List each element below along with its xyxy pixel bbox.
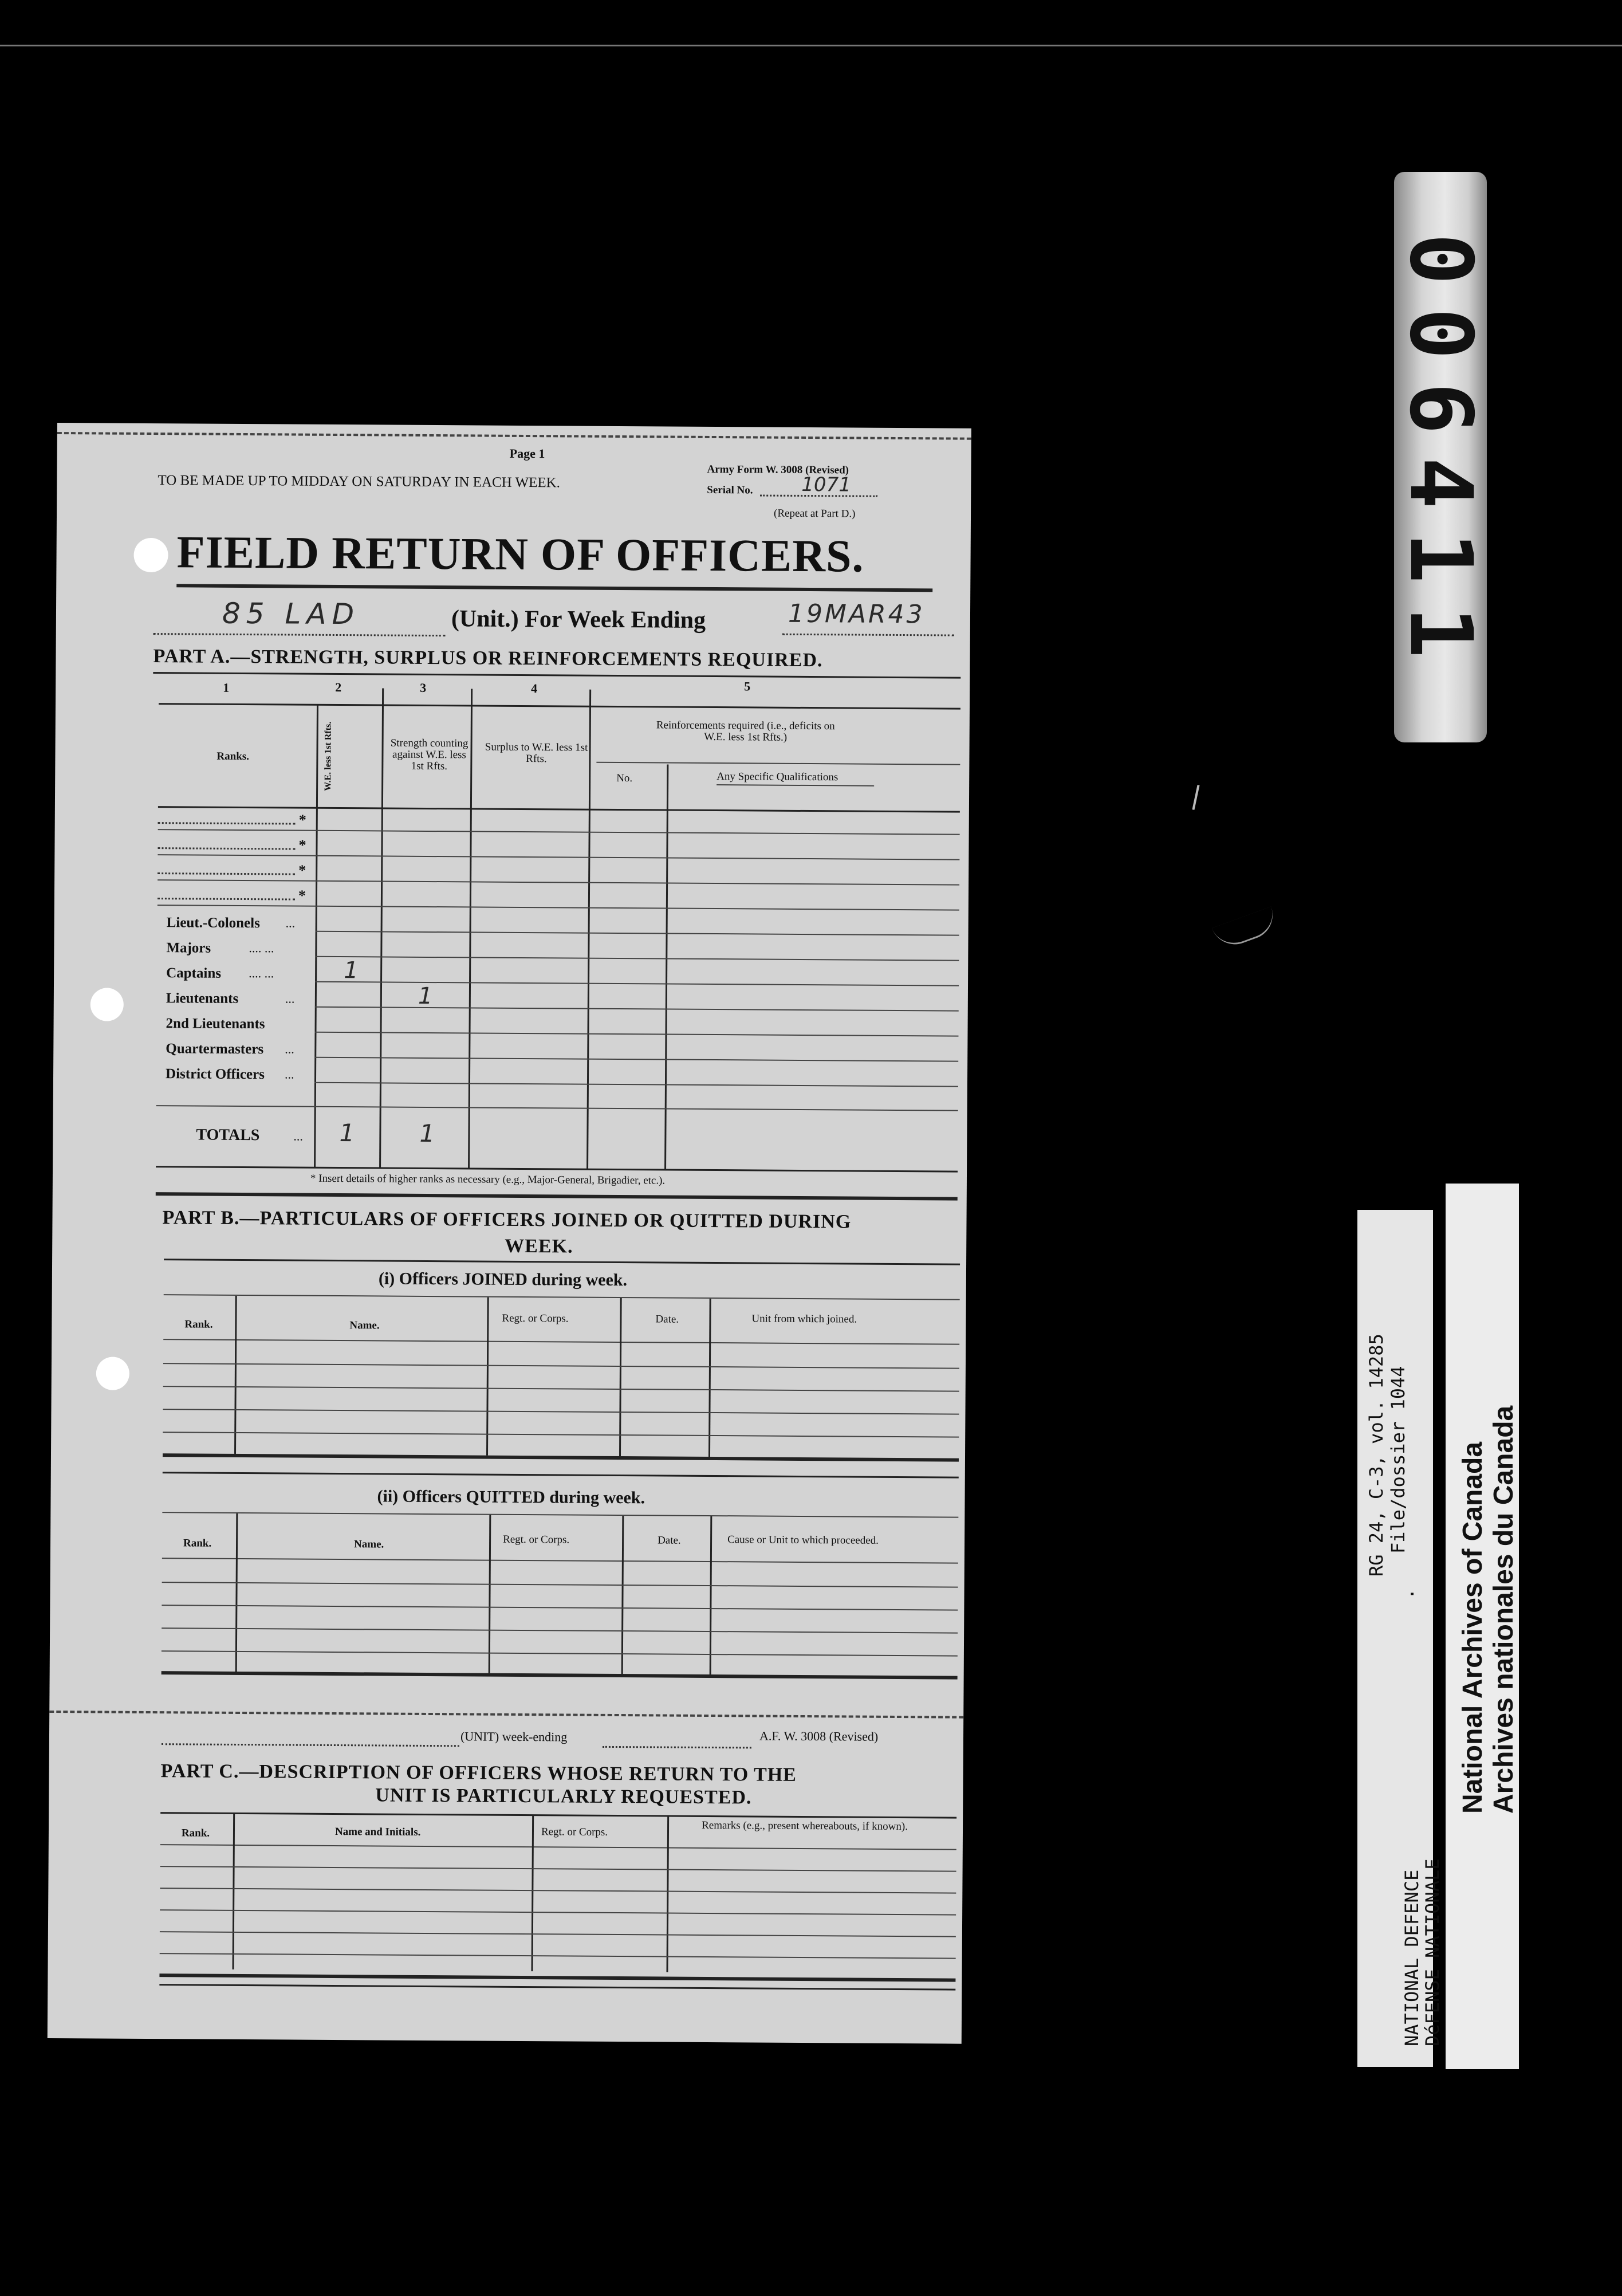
part-c-row [160, 1909, 956, 1915]
part-c-col-remarks: Remarks (e.g., present whereabouts, if known). [702, 1819, 908, 1833]
rank-dots: ... [285, 915, 296, 930]
part-c-heading-2: UNIT IS PARTICULARLY REQUESTED. [375, 1784, 752, 1809]
part-c-header-top [160, 1812, 956, 1818]
joined-col-date: Date. [655, 1313, 679, 1326]
joined-header-top [164, 1294, 960, 1300]
joined-col-name: Name. [349, 1319, 380, 1332]
perforation-top [57, 432, 971, 440]
army-form-label: Army Form W. 3008 (Revised) [707, 463, 849, 477]
row-sep [158, 829, 960, 835]
unit-field [153, 596, 446, 636]
quitted-row [162, 1582, 958, 1587]
rank-district-officers: District Officers [165, 1066, 265, 1083]
rank-dots: .... ... [249, 941, 274, 956]
rank-dots: ... [285, 991, 295, 1006]
title-underline [176, 584, 932, 592]
unit-week-ending-label: (UNIT) week-ending [460, 1729, 568, 1744]
quitted-col-regt: Regt. or Corps. [503, 1533, 570, 1546]
week-ending-field-c [603, 1732, 751, 1749]
quitted-row [162, 1605, 958, 1610]
row-sep [314, 1082, 958, 1087]
dept-name-en: NATIONAL DEFENCE [1401, 1869, 1423, 2046]
totals-dots: ... [293, 1129, 303, 1143]
part-c-vrule [233, 1814, 235, 1969]
week-ending-value: 19MAR43 [788, 599, 925, 630]
joined-row [163, 1432, 959, 1437]
col-num-4: 4 [531, 681, 538, 696]
row-sep [158, 854, 959, 860]
form-sheet [48, 423, 971, 2044]
rank-lieut-colonels: Lieut.-Colonels [166, 915, 260, 931]
perforation-middle [49, 1711, 963, 1719]
joined-vrule [486, 1298, 489, 1456]
joined-vrule [234, 1296, 237, 1454]
repeat-note: (Repeat at Part D.) [773, 507, 856, 520]
qual-underline [716, 784, 874, 787]
unit-week-label: (Unit.) For Week Ending [451, 606, 706, 634]
part-a-vrule-1 [314, 705, 318, 1168]
quitted-col-date: Date. [658, 1534, 681, 1547]
rank-lieutenants: Lieutenants [166, 990, 239, 1007]
quitted-row [162, 1650, 958, 1656]
part-a-header-top [159, 703, 960, 710]
dept-name-fr: DéFENSE NATIONALE [1422, 1858, 1443, 2046]
totals-strength-value: 1 [419, 1119, 435, 1148]
quitted-header-bottom [162, 1558, 958, 1563]
star-row-2 [158, 836, 306, 854]
part-a-bottom [156, 1166, 958, 1173]
page-number: Page 1 [509, 446, 545, 461]
unit-value: 85 LAD [222, 596, 360, 631]
scan-mark [1212, 906, 1280, 951]
col-surplus-header: Surplus to W.E. less 1st Rfts. [485, 741, 588, 765]
col-reinf-header: Reinforcements required (i.e., deficits on W.E. less 1st Rfts.) [656, 719, 835, 744]
joined-row [163, 1386, 959, 1391]
archive-ref-1: RG 24, C-3, vol. 14285 [1365, 1334, 1387, 1576]
part-c-end-rule [159, 1984, 955, 1990]
captains-we-value: 1 [344, 957, 359, 984]
row-sep [156, 1105, 958, 1111]
rank-2nd-lieutenants: 2nd Lieutenants [166, 1016, 265, 1032]
col-num-2: 2 [335, 679, 342, 695]
unit-field-c [162, 1729, 459, 1747]
totals-we-value: 1 [339, 1119, 355, 1147]
binder-hole [96, 1357, 129, 1390]
archive-ref-2: File/dossier 1044 [1387, 1366, 1409, 1554]
joined-col-regt: Regt. or Corps. [502, 1312, 569, 1325]
part-c-col-rank: Rank. [181, 1827, 210, 1839]
col-num-3: 3 [420, 680, 427, 695]
week-ending-field [782, 599, 954, 636]
serial-label: Serial No. [707, 483, 753, 497]
joined-row [163, 1409, 959, 1414]
quitted-row [162, 1627, 958, 1633]
part-c-heading-1: PART C.—DESCRIPTION OF OFFICERS WHOSE RETURN TO THE [160, 1760, 797, 1786]
form-title: FIELD RETURN OF OFFICERS. [176, 527, 864, 582]
star-row-4 [158, 886, 306, 905]
archive-name-label [1446, 1184, 1519, 2069]
quitted-col-rank: Rank. [183, 1537, 212, 1550]
col-qual-header: Any Specific Qualifications [716, 770, 838, 784]
joined-bottom [163, 1453, 959, 1461]
part-b-rule [164, 1259, 960, 1265]
part-a-footnote: * Insert details of higher ranks as necessary (e.g., Major-General, Brigadier, etc.). [310, 1172, 666, 1187]
joined-vrule [619, 1298, 622, 1456]
joined-col-unit: Unit from which joined. [751, 1312, 857, 1326]
serial-field [760, 473, 877, 497]
star-marker: * [298, 887, 306, 904]
rank-quartermasters: Quartermasters [166, 1041, 264, 1057]
part-a-end-rule [156, 1192, 958, 1201]
archive-dot: . [1396, 1588, 1418, 1599]
col-num-1: 1 [223, 680, 230, 695]
part-b-heading-2: WEEK. [505, 1235, 573, 1257]
binder-hole-top [133, 538, 168, 572]
joined-header-bottom [163, 1339, 959, 1344]
instruction-text: TO BE MADE UP TO MIDDAY ON SATURDAY IN EACH WEEK. [158, 473, 561, 491]
joined-title: (i) Officers JOINED during week. [378, 1269, 628, 1290]
star-marker: * [298, 862, 306, 879]
part-a-vrule-2 [379, 688, 384, 1168]
joined-vrule [708, 1299, 711, 1457]
quitted-vrule [710, 1516, 712, 1674]
quitted-vrule [235, 1513, 238, 1672]
part-c-row [160, 1953, 956, 1959]
part-a-heading: PART A.—STRENGTH, SURPLUS OR REINFORCEMENTS REQUIRED. [153, 646, 823, 671]
part-c-col-regt: Regt. or Corps. [541, 1826, 608, 1838]
row-sep [315, 1007, 959, 1012]
quitted-col-cause: Cause or Unit to which proceeded. [727, 1534, 879, 1547]
binder-hole [90, 988, 124, 1021]
rank-dots: ... [285, 1041, 294, 1056]
quitted-title: (ii) Officers QUITTED during week. [377, 1487, 645, 1508]
serial-value: 1071 [801, 473, 852, 497]
col-ranks-header: Ranks. [216, 750, 250, 763]
quitted-top-rule [163, 1472, 959, 1478]
rank-majors: Majors [166, 940, 211, 956]
part-c-vrule [666, 1817, 669, 1972]
star-marker: * [298, 811, 306, 828]
quitted-bottom [162, 1671, 958, 1679]
star-marker: * [298, 836, 306, 854]
scan-top-rule [0, 45, 1622, 46]
row-sep [158, 905, 959, 911]
row-sep [316, 931, 959, 936]
quitted-vrule [489, 1515, 491, 1673]
part-a-rule [153, 672, 960, 679]
joined-col-rank: Rank. [184, 1318, 213, 1331]
row-sep [315, 956, 959, 961]
quitted-col-name: Name. [353, 1538, 384, 1551]
col-no-header: No. [616, 772, 633, 785]
lieutenants-strength-value: 1 [418, 982, 433, 1010]
part-c-row [160, 1931, 956, 1937]
afw-label: A.F. W. 3008 (Revised) [759, 1728, 879, 1744]
row-sep [314, 1057, 958, 1062]
row-sep [158, 879, 959, 886]
part-c-vrule [532, 1815, 534, 1971]
rank-dots: ... [284, 1067, 294, 1082]
reinf-sub-rule [596, 762, 960, 765]
part-b-heading-1: PART B.—PARTICULARS OF OFFICERS JOINED OR QUITTED DURING [162, 1207, 852, 1233]
part-c-col-name: Name and Initials. [334, 1826, 421, 1838]
col-num-5: 5 [744, 679, 751, 694]
part-c-row [160, 1866, 956, 1872]
archive-name-fr: Archives nationales du Canada [1489, 1405, 1519, 1814]
archive-reference-label [1357, 1210, 1443, 2067]
rank-captains: Captains [166, 965, 222, 981]
row-sep [315, 1032, 959, 1037]
col-we-header: W.E. less 1st Rfts. [323, 721, 333, 791]
totals-label: TOTALS [196, 1126, 260, 1145]
part-c-row [160, 1888, 956, 1893]
row-sep [315, 981, 959, 986]
scan-mark [1192, 785, 1199, 810]
col-strength-header: Strength counting against W.E. less 1st Rfts. [390, 737, 469, 773]
frame-number: 006411 [1391, 233, 1490, 681]
quitted-vrule [621, 1516, 624, 1674]
part-c-bottom [159, 1973, 955, 1982]
star-row-1 [158, 811, 307, 829]
quitted-header-top [162, 1512, 958, 1517]
part-c-header-bottom [160, 1844, 956, 1850]
frame-number-stamp [1391, 172, 1490, 742]
star-row-3 [158, 861, 306, 879]
joined-row [163, 1363, 959, 1369]
archive-name-en: National Archives of Canada [1458, 1441, 1488, 1814]
rank-dots: .... ... [249, 966, 274, 981]
